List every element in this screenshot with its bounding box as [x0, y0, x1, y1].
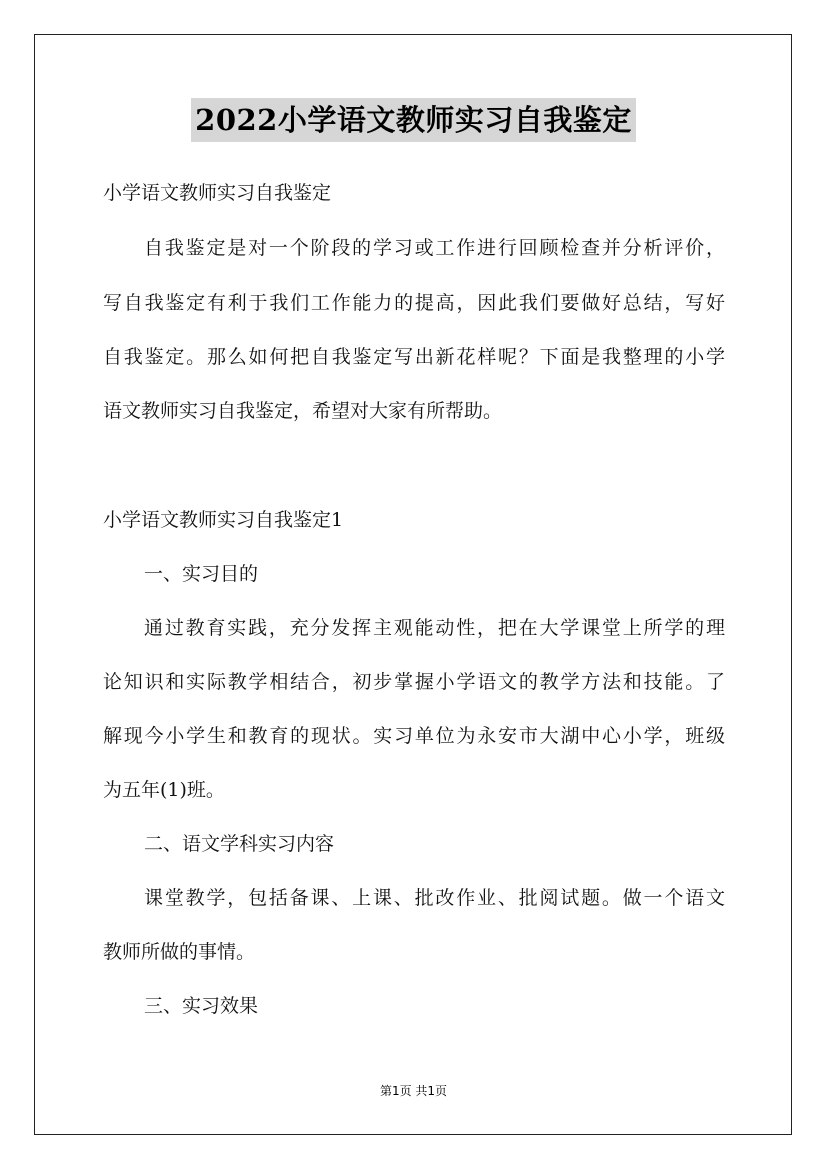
part2-heading: 二、语文学科实习内容 — [144, 833, 335, 855]
intro-line-2: 写自我鉴定有利于我们工作能力的提高，因此我们要做好总结，写好 — [103, 292, 725, 314]
page-footer: 第1页 共1页 — [379, 1084, 448, 1098]
intro-line-1: 自我鉴定是对一个阶段的学习或工作进行回顾检查并分析评价， — [144, 237, 725, 259]
document-title-text: 2022小学语文教师实习自我鉴定 — [191, 98, 636, 142]
section-heading-1: 小学语文教师实习自我鉴定1 — [103, 509, 344, 531]
document-subtitle: 小学语文教师实习自我鉴定 — [103, 182, 332, 204]
part1-line-2: 论知识和实际教学相结合，初步掌握小学语文的教学方法和技能。了 — [103, 671, 725, 693]
part2-line-1: 课堂教学，包括备课、上课、批改作业、批阅试题。做一个语文 — [144, 887, 725, 909]
part3-heading: 三、实习效果 — [144, 995, 259, 1017]
part1-line-3: 解现今小学生和教育的现状。实习单位为永安市大湖中心小学，班级 — [103, 725, 725, 747]
document-title — [0, 98, 827, 142]
intro-line-3: 自我鉴定。那么如何把自我鉴定写出新花样呢？下面是我整理的小学 — [103, 346, 725, 368]
part1-heading: 一、实习目的 — [144, 563, 259, 585]
part2-line-2: 教师所做的事情。 — [103, 941, 256, 963]
intro-line-4: 语文教师实习自我鉴定，希望对大家有所帮助。 — [103, 400, 503, 422]
part1-line-1: 通过教育实践，充分发挥主观能动性，把在大学课堂上所学的理 — [144, 617, 725, 639]
part1-line-4: 为五年(1)班。 — [103, 779, 225, 801]
